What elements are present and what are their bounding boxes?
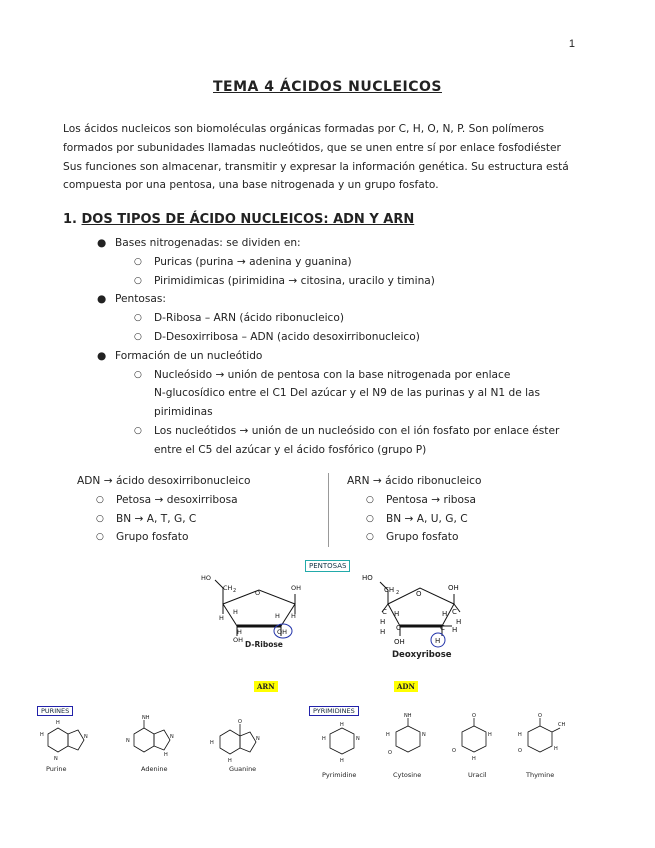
list-item-text: BN → A, U, G, C: [386, 512, 468, 525]
purines-tag: PURINES: [37, 706, 73, 716]
svg-text:2: 2: [233, 588, 237, 594]
svg-text:H: H: [228, 758, 232, 764]
list-item: [347, 528, 481, 547]
svg-text:C: C: [382, 608, 387, 616]
svg-text:H: H: [275, 612, 280, 620]
section-heading: [63, 212, 414, 227]
circle-bullet-icon: ○: [134, 256, 142, 267]
adn-column: [77, 472, 251, 547]
list-item: [63, 272, 559, 291]
svg-text:C: C: [396, 624, 401, 632]
svg-text:O: O: [388, 750, 392, 756]
svg-text:H: H: [340, 758, 344, 764]
bullet-icon: ●: [97, 349, 107, 362]
list-item-text: Grupo fosfato: [116, 531, 189, 544]
pyrimidine-caption: Pyrimidine: [322, 771, 357, 779]
page-number: 1: [568, 38, 575, 50]
svg-text:NH: NH: [142, 715, 150, 721]
svg-text:H: H: [554, 746, 558, 752]
adn-header: ADN → ácido desoxirribonucleico: [77, 475, 251, 487]
svg-text:H: H: [322, 736, 326, 742]
adenine-caption: Adenine: [141, 765, 168, 773]
svg-text:OH: OH: [233, 636, 244, 644]
list-item-text: Petosa → desoxirribosa: [116, 493, 238, 506]
list-item: [347, 491, 481, 510]
adenine-structure: [124, 714, 182, 766]
circle-bullet-icon: ○: [96, 532, 104, 543]
svg-text:HO: HO: [362, 574, 373, 582]
pentosas-tag: PENTOSAS: [305, 560, 350, 572]
svg-text:H: H: [394, 610, 400, 618]
guanine-caption: Guanine: [229, 765, 257, 773]
svg-text:CH: CH: [223, 584, 233, 592]
list-item-text: Pirimidimicas (pirimidina → citosina, uracilo y timina): [154, 274, 435, 287]
list-item: [63, 234, 559, 253]
circle-bullet-icon: ○: [134, 313, 142, 324]
svg-text:N: N: [356, 736, 360, 742]
list-item-text: Pentosas:: [115, 293, 166, 306]
list-item-text: Formación de un nucleótido: [115, 349, 263, 362]
svg-text:C: C: [452, 608, 457, 616]
list-item: [63, 328, 559, 347]
page-title: TEMA 4 ÁCIDOS NUCLEICOS: [213, 79, 442, 95]
svg-text:OH: OH: [448, 584, 459, 592]
svg-text:O: O: [255, 589, 261, 597]
bullet-icon: ●: [97, 237, 107, 249]
cytosine-structure: [384, 712, 434, 770]
list-item-text: BN → A, T, G, C: [116, 512, 197, 525]
svg-text:N: N: [170, 734, 174, 740]
list-item-text: Grupo fosfato: [386, 531, 459, 544]
list-item-continuation: pirimidinas: [154, 406, 213, 419]
circle-bullet-icon: ○: [134, 331, 142, 342]
list-item-text: Bases nitrogenadas: se dividen en:: [115, 237, 301, 249]
intro-line: formados por subunidades llamadas nucleótidos, que se unen entre sí por enlace fosfodiéster: [63, 141, 561, 154]
svg-text:H: H: [472, 756, 476, 762]
list-item: [63, 309, 559, 328]
svg-text:N: N: [256, 736, 260, 742]
svg-text:O: O: [538, 713, 542, 719]
svg-text:O: O: [416, 590, 422, 598]
list-item: [63, 290, 559, 309]
thymine-caption: Thymine: [526, 771, 555, 779]
uracil-caption: Uracil: [468, 771, 487, 779]
ribose-caption: D-Ribose: [245, 640, 283, 649]
svg-text:O: O: [452, 748, 456, 754]
svg-text:2: 2: [396, 590, 400, 596]
list-item: [77, 491, 251, 510]
list-item-text: D-Desoxirribosa – ADN (acido desoxirribonucleico): [154, 330, 420, 343]
svg-text:H: H: [442, 610, 448, 618]
svg-text:OH: OH: [291, 584, 302, 592]
svg-text:O: O: [238, 719, 242, 725]
intro-line: Los ácidos nucleicos son biomoléculas orgánicas formadas por C, H, O, N, P. Son polímeros: [63, 123, 544, 135]
list-item: [347, 510, 481, 529]
thymine-structure: [514, 712, 572, 770]
svg-text:N: N: [422, 732, 426, 738]
svg-text:NH: NH: [404, 713, 412, 719]
svg-text:O: O: [472, 713, 476, 719]
svg-text:H: H: [456, 618, 462, 626]
section-list: [63, 234, 559, 460]
svg-text:H: H: [164, 752, 168, 758]
svg-text:CH: CH: [558, 722, 566, 728]
purine-structure: [36, 716, 96, 766]
svg-text:H: H: [435, 637, 441, 645]
list-item-text: Puricas (purina → adenina y guanina): [154, 255, 352, 268]
list-item-text: Los nucleótidos → unión de un nucleósido con el ión fosfato por enlace éster: [154, 424, 560, 437]
list-item: [63, 253, 559, 272]
list-item: [63, 366, 559, 385]
svg-text:H: H: [40, 732, 44, 738]
pyrimidines-tag: PYRIMIDINES: [309, 706, 359, 716]
svg-text:N: N: [126, 738, 130, 744]
svg-text:H: H: [380, 618, 386, 626]
section-number: 1.: [63, 212, 77, 227]
svg-text:H: H: [488, 732, 492, 738]
svg-text:H: H: [291, 612, 296, 620]
arn-header: ARN → ácido ribonucleico: [347, 475, 482, 487]
svg-text:OH: OH: [394, 638, 405, 646]
list-item: [77, 510, 251, 529]
list-item-text: Nucleósido → unión de pentosa con la base nitrogenada por enlace: [154, 368, 511, 381]
svg-text:N: N: [84, 734, 88, 740]
svg-text:H: H: [386, 732, 390, 738]
list-item: [63, 422, 559, 441]
svg-text:H: H: [452, 626, 458, 634]
svg-text:C: C: [440, 624, 445, 632]
cytosine-caption: Cytosine: [393, 771, 422, 779]
list-item-text: D-Ribosa – ARN (ácido ribonucleico): [154, 312, 344, 325]
list-item-continuation: entre el C5 del azúcar y el ácido fosfórico (grupo P): [154, 443, 427, 456]
circle-bullet-icon: ○: [366, 532, 374, 543]
svg-text:H: H: [233, 608, 238, 616]
pyrimidine-structure: [316, 718, 366, 770]
circle-bullet-icon: ○: [96, 494, 104, 505]
uracil-structure: [450, 712, 500, 770]
circle-bullet-icon: ○: [134, 425, 142, 436]
svg-text:H: H: [340, 722, 344, 728]
guanine-structure: [208, 714, 270, 766]
svg-text:CH: CH: [384, 586, 395, 594]
svg-text:HO: HO: [201, 574, 212, 582]
svg-text:H: H: [237, 628, 242, 636]
svg-text:H: H: [219, 614, 224, 622]
circle-bullet-icon: ○: [134, 369, 142, 380]
svg-text:H: H: [518, 732, 522, 738]
intro-line: compuesta por una pentosa, una base nitrogenada y un grupo fosfato.: [63, 179, 439, 192]
deoxyribose-caption: Deoxyribose: [392, 650, 452, 660]
svg-text:H: H: [210, 740, 214, 746]
svg-text:OH: OH: [277, 628, 288, 636]
svg-text:O: O: [518, 748, 522, 754]
circle-bullet-icon: ○: [134, 275, 142, 286]
intro-line: Sus funciones son almacenar, transmitir y expresar la información genética. Su estructura está: [63, 160, 569, 173]
deoxyribose-structure: [360, 566, 470, 654]
intro-paragraph: [63, 120, 583, 195]
arn-tag: ARN: [254, 681, 278, 692]
bullet-icon: ●: [97, 293, 107, 306]
purine-caption: Purine: [46, 765, 67, 773]
svg-text:H: H: [380, 628, 386, 636]
list-item-continuation: N-glucosídico entre el C1 Del azúcar y el N9 de las purinas y al N1 de las: [154, 387, 541, 400]
column-divider: [328, 473, 329, 547]
adn-tag: ADN: [394, 681, 418, 692]
circle-bullet-icon: ○: [96, 513, 104, 524]
svg-text:H: H: [56, 720, 60, 726]
circle-bullet-icon: ○: [366, 494, 374, 505]
list-item: [77, 528, 251, 547]
section-heading-text: DOS TIPOS DE ÁCIDO NUCLEICOS: ADN Y ARN: [81, 212, 415, 227]
list-item: [63, 347, 559, 366]
list-item-text: Pentosa → ribosa: [386, 493, 477, 506]
arn-column: [347, 472, 481, 547]
svg-text:N: N: [54, 756, 58, 762]
circle-bullet-icon: ○: [366, 513, 374, 524]
